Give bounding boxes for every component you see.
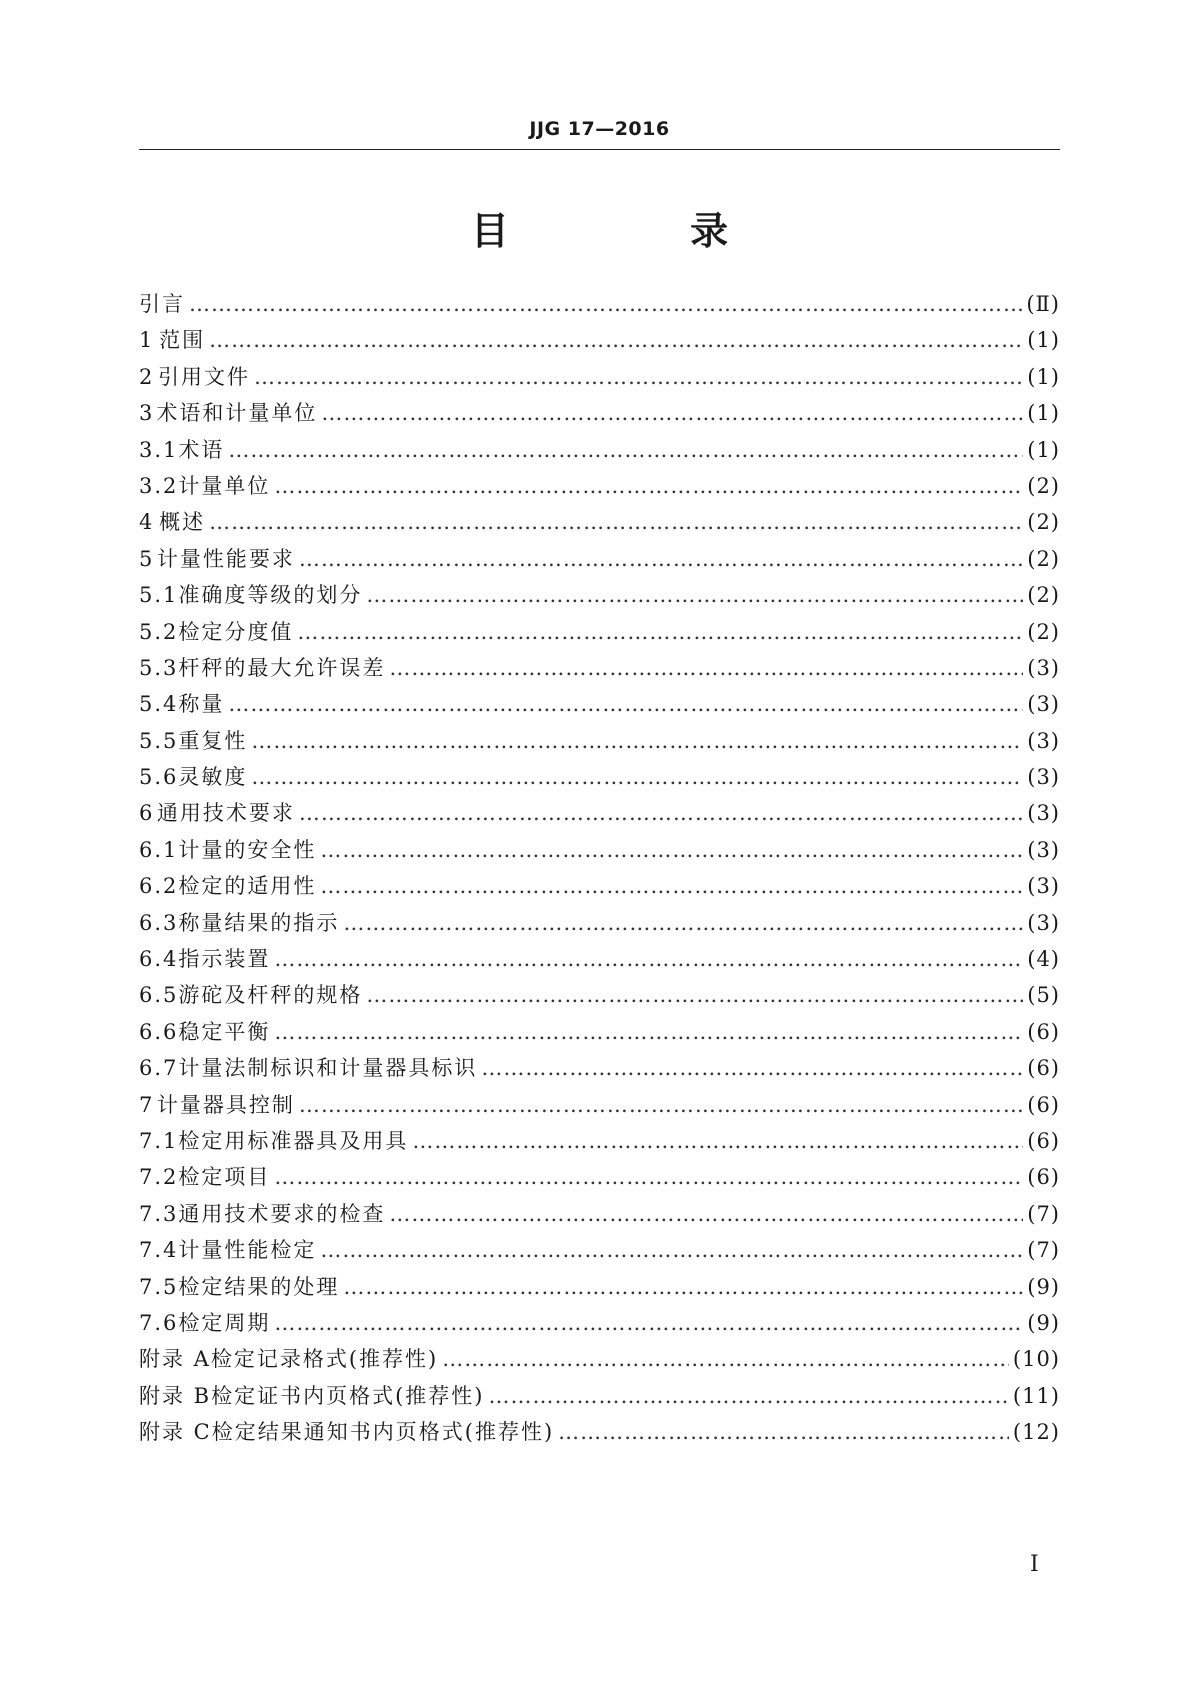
toc-entry-label: 检定证书内页格式(推荐性) <box>211 1383 485 1408</box>
toc-entry[interactable] <box>139 907 1060 943</box>
toc-entry-label: 杆秤的最大允许误差 <box>178 655 386 680</box>
toc-entry-number: 5.5 <box>139 728 179 753</box>
toc-entry[interactable] <box>139 1380 1060 1416</box>
toc-dot-leader <box>343 911 1023 935</box>
toc-entry-label: 检定分度值 <box>178 619 294 644</box>
toc-entry-label: 检定周期 <box>178 1310 271 1335</box>
toc-entry[interactable] <box>139 1089 1060 1125</box>
toc-entry[interactable] <box>139 1307 1060 1343</box>
toc-dot-leader <box>489 1384 1009 1408</box>
toc-entry-label: 通用技术要求 <box>156 801 295 826</box>
toc-dot-leader <box>189 292 1022 316</box>
toc-entry-label: 通用技术要求的检查 <box>178 1201 386 1226</box>
toc-entry-page: (12) <box>1012 1420 1060 1445</box>
toc-entry-label: 称量结果的指示 <box>178 910 340 935</box>
toc-entry-label: 术语和计量单位 <box>156 401 318 426</box>
toc-entry-page: (1) <box>1027 328 1060 353</box>
toc-entry-page: (3) <box>1027 874 1060 899</box>
toc-entry[interactable] <box>139 870 1060 906</box>
toc-entry-label: 范围 <box>159 328 206 353</box>
toc-entry-label: 术语 <box>178 437 225 462</box>
toc-entry-page: (3) <box>1027 655 1060 680</box>
toc-entry-label: 检定的适用性 <box>178 874 317 899</box>
toc-entry[interactable] <box>139 579 1060 615</box>
toc-entry-label: 稳定平衡 <box>178 1019 271 1044</box>
toc-dot-leader <box>251 729 1023 753</box>
toc-entry-number: 6.1 <box>139 837 179 862</box>
toc-dot-leader <box>299 1093 1023 1117</box>
toc-entry[interactable] <box>139 1198 1060 1234</box>
toc-entry-label: 重复性 <box>178 728 248 753</box>
toc-dot-leader <box>299 547 1023 571</box>
toc-dot-leader <box>389 1202 1023 1226</box>
toc-entry-page: (2) <box>1027 473 1060 498</box>
toc-dot-leader <box>274 1311 1023 1335</box>
toc-dot-leader <box>254 365 1023 389</box>
toc-entry-label: 指示装置 <box>178 947 271 972</box>
toc-dot-leader <box>274 474 1023 498</box>
toc-entry-page: (2) <box>1027 510 1060 535</box>
toc-entry-page: (6) <box>1027 1056 1060 1081</box>
toc-entry[interactable] <box>139 725 1060 761</box>
toc-dot-leader <box>412 1129 1023 1153</box>
toc-entry[interactable] <box>139 543 1060 579</box>
toc-entry-label: 检定用标准器具及用具 <box>178 1128 409 1153</box>
toc-entry[interactable] <box>139 834 1060 870</box>
toc-entry[interactable] <box>139 688 1060 724</box>
toc-entry-page: (1) <box>1027 401 1060 426</box>
toc-entry[interactable] <box>139 1416 1060 1452</box>
toc-entry[interactable] <box>139 1234 1060 1270</box>
toc-entry-number: 3.2 <box>139 473 179 498</box>
toc-entry-page: (Ⅱ) <box>1026 292 1060 316</box>
toc-entry[interactable] <box>139 397 1060 433</box>
toc-dot-leader <box>320 838 1023 862</box>
toc-dot-leader <box>299 801 1023 825</box>
toc-entry[interactable] <box>139 1016 1060 1052</box>
toc-entry-page: (7) <box>1027 1238 1060 1263</box>
toc-entry[interactable] <box>139 470 1060 506</box>
toc-entry[interactable] <box>139 288 1060 324</box>
toc-entry-label: 计量法制标识和计量器具标识 <box>178 1056 478 1081</box>
toc-entry-number: 7.6 <box>139 1310 179 1335</box>
toc-entry-label: 计量的安全性 <box>178 837 317 862</box>
toc-entry-page: (9) <box>1027 1274 1060 1299</box>
toc-entry-page: (2) <box>1027 583 1060 608</box>
toc-entry-number: 附录 B <box>139 1383 212 1408</box>
toc-dot-leader <box>274 1020 1023 1044</box>
toc-entry-label: 准确度等级的划分 <box>178 583 363 608</box>
toc-entry-number: 7.3 <box>139 1201 179 1226</box>
toc-entry-number: 附录 A <box>139 1347 211 1372</box>
toc-dot-leader <box>442 1347 1009 1371</box>
page-number: I <box>1030 1552 1039 1577</box>
toc-entry-label: 引用文件 <box>158 364 251 389</box>
toc-entry[interactable] <box>139 1271 1060 1307</box>
toc-entry-label: 灵敏度 <box>178 765 248 790</box>
toc-entry-number: 5.3 <box>139 655 179 680</box>
toc-dot-leader <box>251 765 1023 789</box>
toc-entry-number: 7.5 <box>139 1274 179 1299</box>
toc-entry-page: (3) <box>1027 728 1060 753</box>
toc-entry[interactable] <box>139 979 1060 1015</box>
toc-entry-label: 称量 <box>178 692 225 717</box>
toc-entry-page: (3) <box>1027 910 1060 935</box>
toc-entry[interactable] <box>139 1343 1060 1379</box>
toc-entry[interactable] <box>139 761 1060 797</box>
toc-entry-number: 7.2 <box>139 1165 179 1190</box>
toc-entry[interactable] <box>139 434 1060 470</box>
toc-entry-number: 5.4 <box>139 692 179 717</box>
toc-entry-number: 3.1 <box>139 437 179 462</box>
toc-entry-number: 7 <box>139 1092 155 1117</box>
toc-entry[interactable] <box>139 943 1060 979</box>
toc-entry-number: 6.4 <box>139 947 179 972</box>
toc-entry-label: 引言 <box>139 292 185 316</box>
toc-entry-label: 计量性能检定 <box>178 1238 317 1263</box>
toc-entry[interactable] <box>139 616 1060 652</box>
toc-entry-page: (9) <box>1027 1310 1060 1335</box>
toc-title: 目 录 <box>470 209 813 253</box>
toc-entry[interactable] <box>139 324 1060 360</box>
toc-entry-label: 检定记录格式(推荐性) <box>210 1347 439 1372</box>
toc-dot-leader <box>481 1056 1023 1080</box>
toc-dot-leader <box>209 328 1023 352</box>
toc-entry-number: 5.6 <box>139 765 179 790</box>
toc-dot-leader <box>389 656 1023 680</box>
toc-entry-number: 6.5 <box>139 983 179 1008</box>
toc-entry[interactable] <box>139 1161 1060 1197</box>
toc-entry-page: (3) <box>1027 692 1060 717</box>
toc-entry-label: 游砣及杆秤的规格 <box>178 983 363 1008</box>
toc-entry-number: 6.2 <box>139 874 179 899</box>
toc-entry-page: (6) <box>1027 1019 1060 1044</box>
toc-entry-label: 计量器具控制 <box>156 1092 295 1117</box>
toc-entry-page: (4) <box>1027 947 1060 972</box>
toc-dot-leader <box>274 1165 1023 1189</box>
toc-entry-page: (3) <box>1027 837 1060 862</box>
toc-entry[interactable] <box>139 797 1060 833</box>
toc-entry-label: 概述 <box>159 510 206 535</box>
toc-entry[interactable] <box>139 1125 1060 1161</box>
toc-entry-number: 1 <box>139 328 155 353</box>
toc-entry[interactable] <box>139 506 1060 542</box>
toc-entry-page: (2) <box>1027 619 1060 644</box>
toc-dot-leader <box>320 874 1023 898</box>
header-rule <box>139 149 1060 150</box>
toc-entry-page: (5) <box>1027 983 1060 1008</box>
toc-entry-page: (2) <box>1027 546 1060 571</box>
toc-entry-page: (10) <box>1012 1347 1060 1372</box>
toc-dot-leader <box>320 1238 1023 1262</box>
toc-entry-number: 7.4 <box>139 1238 179 1263</box>
toc-entry-number: 7.1 <box>139 1128 179 1153</box>
toc-entry-number: 5.2 <box>139 619 179 644</box>
toc-entry-page: (1) <box>1027 437 1060 462</box>
toc-entry[interactable] <box>139 361 1060 397</box>
toc-entry-number: 附录 C <box>139 1420 212 1445</box>
toc-dot-leader <box>366 983 1023 1007</box>
toc-dot-leader <box>366 583 1023 607</box>
toc-dot-leader <box>297 620 1023 644</box>
toc-entry[interactable] <box>139 1052 1060 1088</box>
toc-dot-leader <box>558 1420 1009 1444</box>
toc-entry-page: (7) <box>1027 1201 1060 1226</box>
toc-entry-label: 计量性能要求 <box>156 546 295 571</box>
toc-entry-label: 计量单位 <box>178 473 271 498</box>
toc-dot-leader <box>228 692 1023 716</box>
toc-entry-page: (3) <box>1027 801 1060 826</box>
toc-entry-label: 检定项目 <box>178 1165 271 1190</box>
toc-entry-label: 检定结果的处理 <box>178 1274 340 1299</box>
toc-entry[interactable] <box>139 652 1060 688</box>
toc-entry-page: (6) <box>1027 1165 1060 1190</box>
toc-entry-page: (6) <box>1027 1092 1060 1117</box>
toc-dot-leader <box>209 510 1023 534</box>
toc-dot-leader <box>343 1275 1023 1299</box>
toc-entry-number: 5 <box>139 546 155 571</box>
toc-entry-number: 2 <box>139 364 155 389</box>
standard-code-header: JJG 17—2016 <box>529 118 670 140</box>
toc-entry-number: 6.6 <box>139 1019 179 1044</box>
toc-entry-label: 检定结果通知书内页格式(推荐性) <box>211 1420 555 1445</box>
toc-entry-number: 5.1 <box>139 583 179 608</box>
toc-dot-leader <box>321 401 1023 425</box>
toc-entry-number: 6 <box>139 801 155 826</box>
toc-entry-number: 6.3 <box>139 910 179 935</box>
toc-entry-number: 3 <box>139 401 155 426</box>
toc-entry-number: 6.7 <box>139 1056 179 1081</box>
toc-dot-leader <box>274 947 1023 971</box>
toc-entry-page: (3) <box>1027 765 1060 790</box>
toc-list <box>139 288 1060 1453</box>
toc-entry-number: 4 <box>139 510 155 535</box>
toc-entry-page: (1) <box>1027 364 1060 389</box>
toc-entry-page: (11) <box>1012 1383 1060 1408</box>
toc-entry-page: (6) <box>1027 1128 1060 1153</box>
toc-dot-leader <box>228 438 1023 462</box>
